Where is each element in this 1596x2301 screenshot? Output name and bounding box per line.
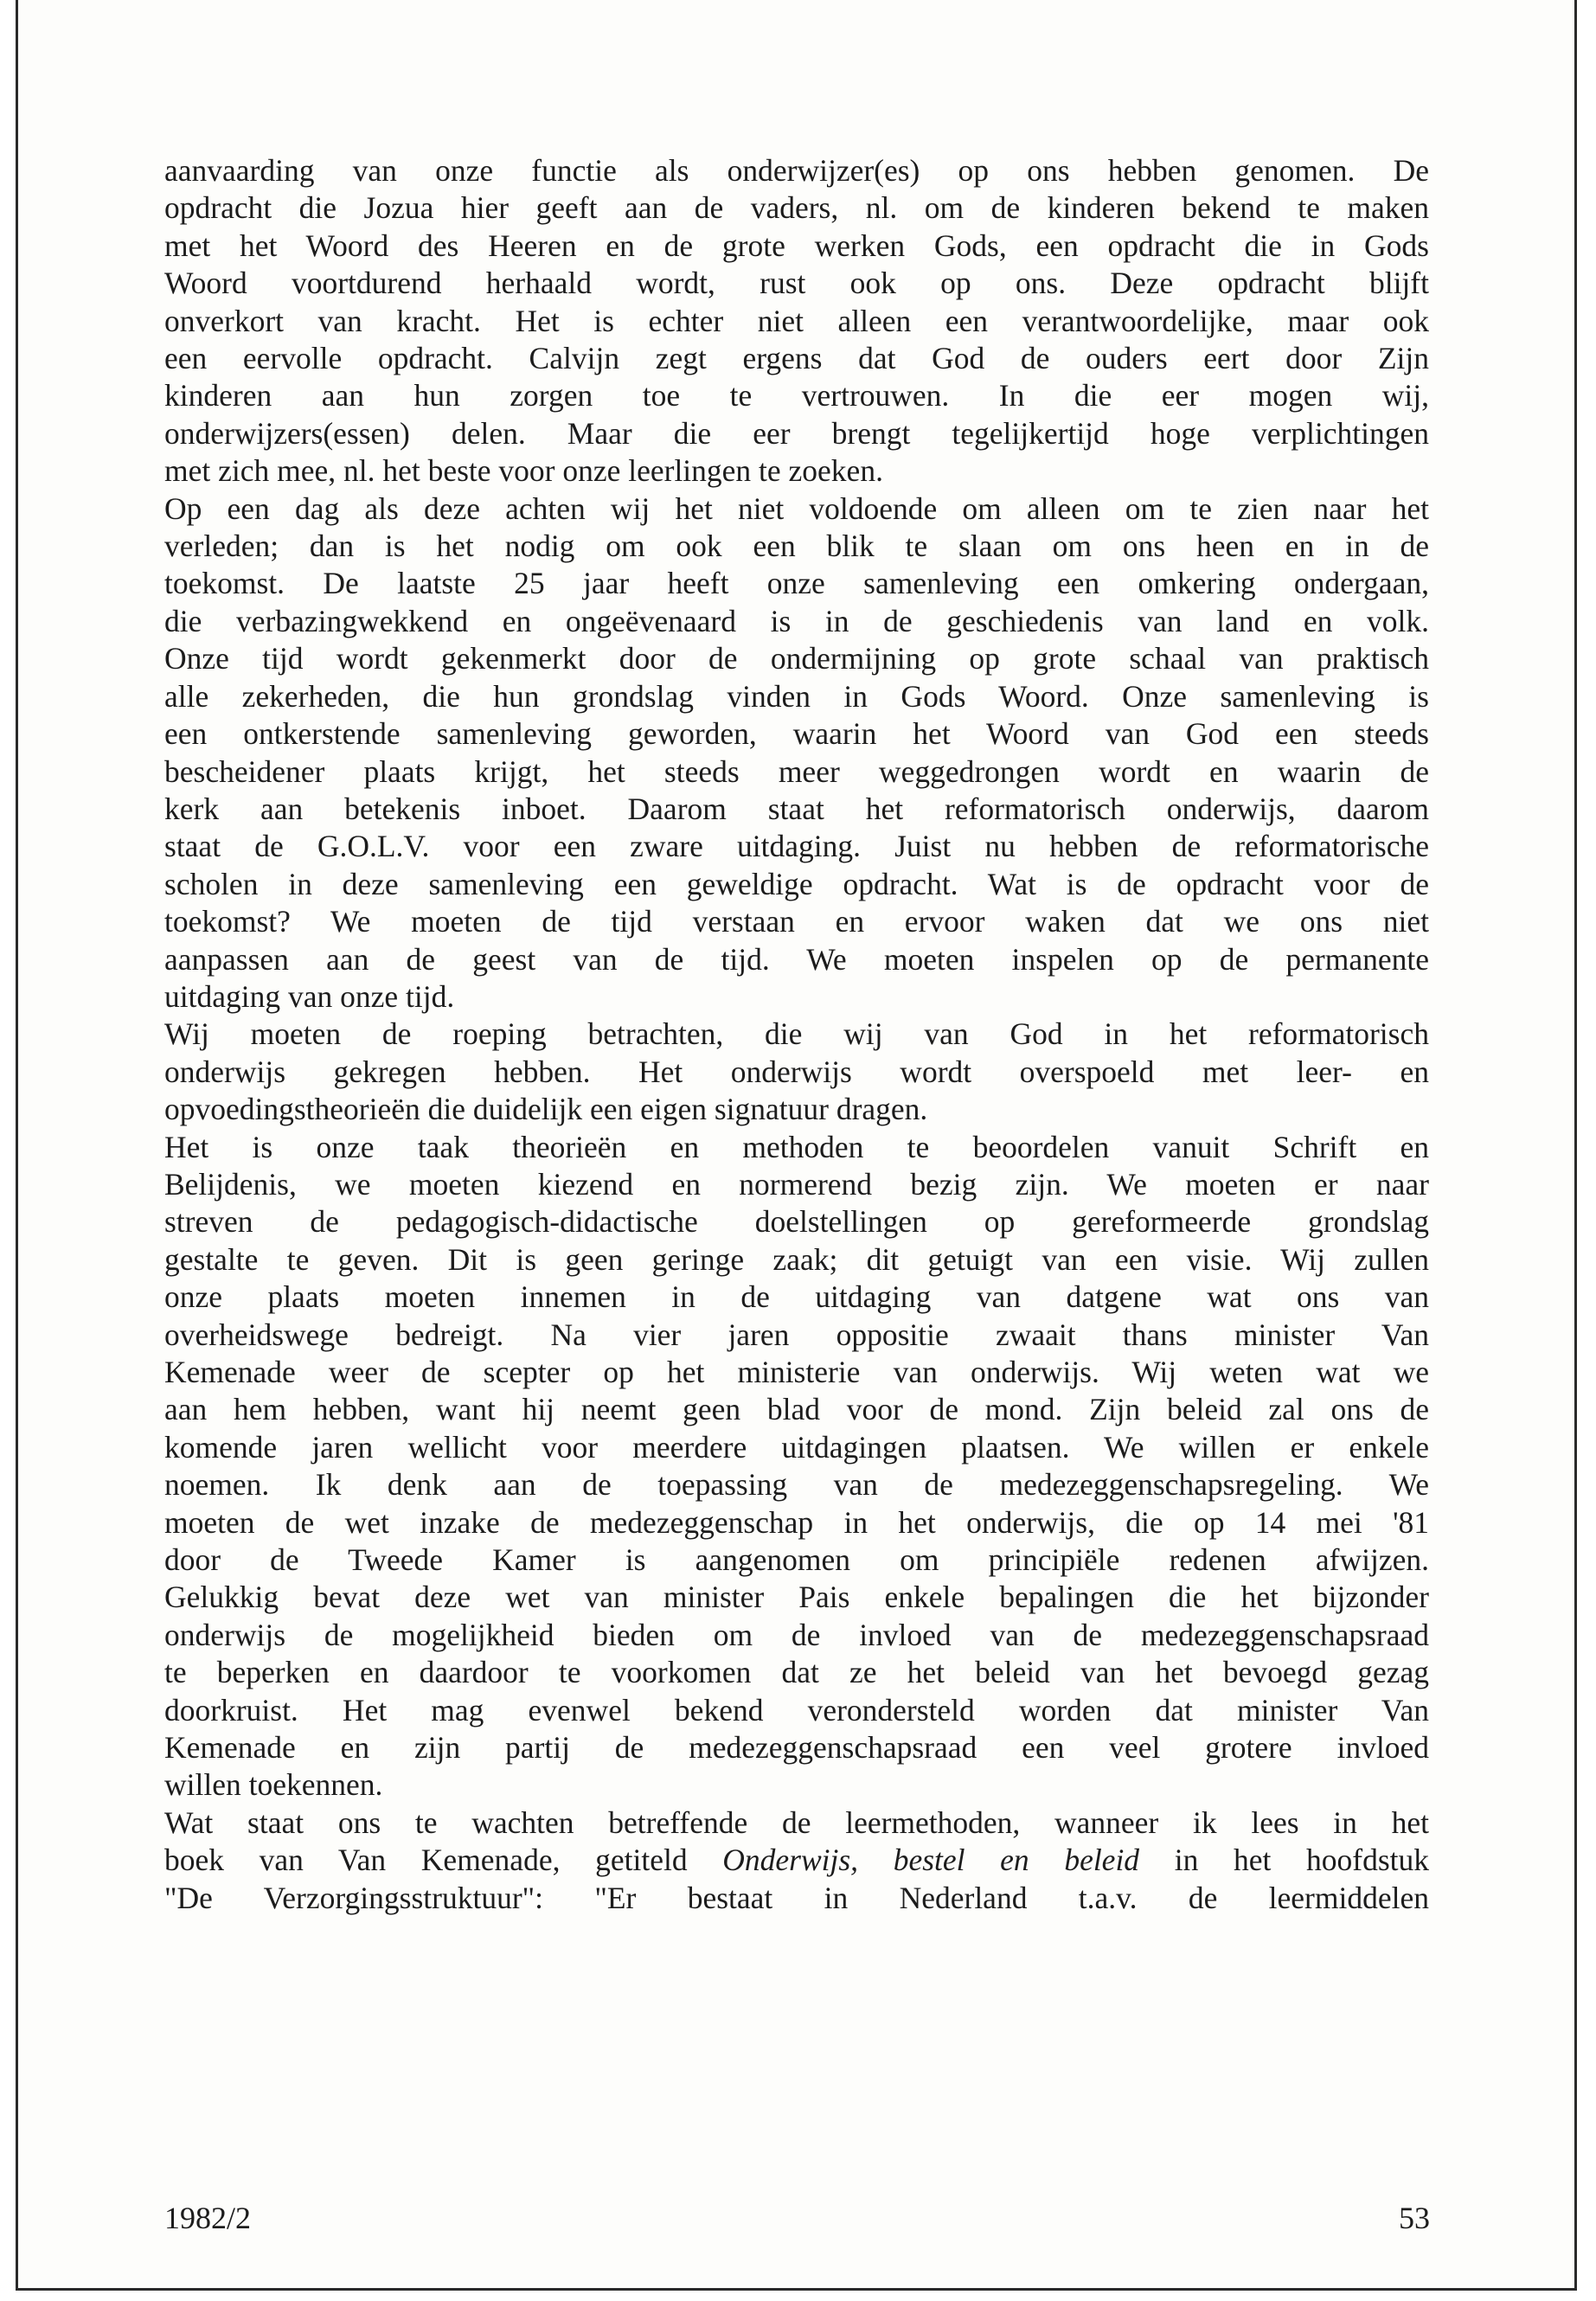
- text-line: "De Verzorgingsstruktuur": "Er bestaat in Nederland t.a.v. de leermiddelen: [164, 1880, 1429, 1915]
- text-line: overheidswege bedreigt. Na vier jaren oppositie zwaait thans minister Van: [164, 1317, 1429, 1352]
- text-line: Kemenade en zijn partij de medezeggenschapsraad een veel grotere invloed: [164, 1730, 1429, 1766]
- text-line: opvoedingstheorieën die duidelijk een eigen signatuur dragen.: [164, 1092, 928, 1127]
- body-text: [164, 152, 1429, 1917]
- text-line: met zich mee, nl. het beste voor onze leerlingen te zoeken.: [164, 453, 883, 489]
- text-line: toekomst. De laatste 25 jaar heeft onze samenleving een omkering ondergaan,: [164, 566, 1429, 601]
- text-fragment: boek van Van Kemenade, getiteld: [164, 1843, 723, 1878]
- issue-label: 1982/2: [164, 2201, 252, 2235]
- text-line: die verbazingwekkend en ongeëvenaard is in de geschiedenis van land en volk.: [164, 603, 1429, 638]
- text-line: streven de pedagogisch-didactische doelstellingen op gereformeerde grondslag: [164, 1204, 1429, 1240]
- text-line: Het is onze taak theorieën en methoden te beoordelen vanuit Schrift en: [164, 1129, 1429, 1164]
- text-line: onderwijzers(essen) delen. Maar die eer brengt tegelijkertijd hoge verplichtingen: [164, 415, 1429, 451]
- text-line: onderwijs de mogelijkheid bieden om de invloed van de medezeggenschapsraad: [164, 1617, 1429, 1652]
- text-line: met het Woord des Heeren en de grote werken Gods, een opdracht die in Gods: [164, 228, 1429, 263]
- text-line: komende jaren wellicht voor meerdere uitdagingen plaatsen. We willen er enkele: [164, 1429, 1429, 1465]
- text-line: alle zekerheden, die hun grondslag vinden in Gods Woord. Onze samenleving is: [164, 678, 1429, 714]
- text-line: Onze tijd wordt gekenmerkt door de ondermijning op grote schaal van praktisch: [164, 641, 1429, 676]
- text-line: onderwijs gekregen hebben. Het onderwijs wordt overspoeld met leer- en: [164, 1054, 1429, 1089]
- text-line: aanvaarding van onze functie als onderwijzer(es) op ons hebben genomen. De: [164, 153, 1429, 188]
- text-line: onverkort van kracht. Het is echter niet alleen een verantwoordelijke, maar ook: [164, 303, 1429, 338]
- text-line: onze plaats moeten innemen in de uitdaging van datgene wat ons van: [164, 1279, 1429, 1315]
- text-line: te beperken en daardoor te voorkomen dat ze het beleid van het bevoegd gezag: [164, 1655, 1429, 1690]
- text-line: toekomst? We moeten de tijd verstaan en ervoor waken dat we ons niet: [164, 904, 1429, 939]
- text-line: moeten de wet inzake de medezeggenschap in het onderwijs, die op 14 mei '81: [164, 1504, 1429, 1540]
- text-line: bescheidener plaats krijgt, het steeds meer weggedrongen wordt en waarin de: [164, 753, 1429, 789]
- text-line: aan hem hebben, want hij neemt geen blad voor de mond. Zijn beleid zal ons de: [164, 1392, 1429, 1427]
- text-line: opdracht die Jozua hier geeft aan de vaders, nl. om de kinderen bekend te maken: [164, 190, 1429, 226]
- book-title: Onderwijs, bestel en beleid: [722, 1843, 1140, 1878]
- text-line: aanpassen aan de geest van de tijd. We moeten inspelen op de permanente: [164, 941, 1429, 977]
- text-line: Wat staat ons te wachten betreffende de leermethoden, wanneer ik lees in het: [164, 1804, 1429, 1840]
- text-line: een eervolle opdracht. Calvijn zegt ergens dat God de ouders eert door Zijn: [164, 341, 1429, 376]
- text-line: kinderen aan hun zorgen toe te vertrouwen. In die eer mogen wij,: [164, 378, 1429, 413]
- text-line: door de Tweede Kamer is aangenomen om principiële redenen afwijzen.: [164, 1542, 1429, 1578]
- text-fragment: in het hoofdstuk: [1139, 1843, 1430, 1878]
- text-line: gestalte te geven. Dit is geen geringe zaak; dit getuigt van een visie. Wij zullen: [164, 1241, 1429, 1277]
- text-line: scholen in deze samenleving een geweldige opdracht. Wat is de opdracht voor de: [164, 866, 1429, 901]
- text-line: Belijdenis, we moeten kiezend en normerend bezig zijn. We moeten er naar: [164, 1166, 1429, 1202]
- text-line: staat de G.O.L.V. voor een zware uitdaging. Juist nu hebben de reformatorische: [164, 829, 1429, 864]
- text-line: willen toekennen.: [164, 1767, 383, 1803]
- text-line: Op een dag als deze achten wij het niet voldoende om alleen om te zien naar het: [164, 490, 1429, 526]
- text-line: Woord voortdurend herhaald wordt, rust ook op ons. Deze opdracht blijft: [164, 266, 1429, 301]
- text-line: [164, 1842, 1429, 1879]
- text-line: Wij moeten de roeping betrachten, die wij van God in het reformatorisch: [164, 1016, 1429, 1052]
- text-line: kerk aan betekenis inboet. Daarom staat het reformatorisch onderwijs, daarom: [164, 791, 1429, 826]
- text-line: een ontkerstende samenleving geworden, waarin het Woord van God een steeds: [164, 716, 1429, 752]
- page-number: 53: [1399, 2201, 1430, 2235]
- text-line: noemen. Ik denk aan de toepassing van de medezeggenschapsregeling. We: [164, 1467, 1429, 1503]
- text-line: Kemenade weer de scepter op het ministerie van onderwijs. Wij weten wat we: [164, 1355, 1429, 1389]
- text-line: verleden; dan is het nodig om ook een blik te slaan om ons heen en in de: [164, 529, 1429, 564]
- text-line: uitdaging van onze tijd.: [164, 978, 455, 1014]
- text-line: Gelukkig bevat deze wet van minister Pais enkele bepalingen die het bijzonder: [164, 1580, 1429, 1615]
- text-line: doorkruist. Het mag evenwel bekend verondersteld worden dat minister Van: [164, 1692, 1429, 1727]
